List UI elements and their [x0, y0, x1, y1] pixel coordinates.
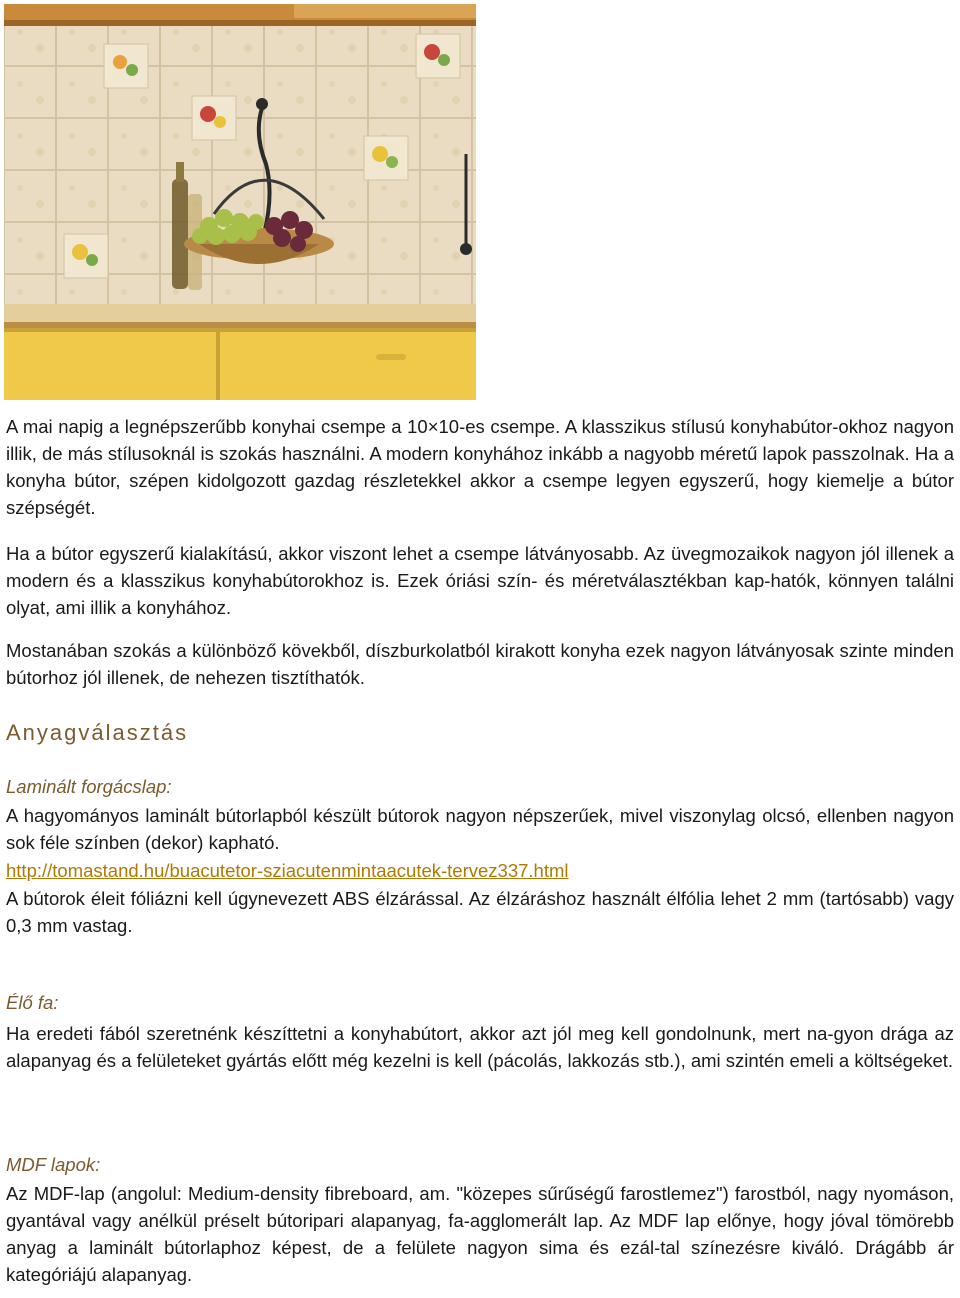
- laminated-title: Laminált forgácslap:: [6, 776, 172, 797]
- laminated-text: A hagyományos laminált bútorlapból készült bútorok nagyon népszerűek, mivel viszonylag olcsó, ellenben nagyon sok féle színben (dekor) kapható.: [6, 805, 954, 853]
- kitchen-illustration: [4, 4, 476, 400]
- laminated-link[interactable]: http://tomastand.hu/buacutetor-sziacutenmintaacutek-tervez337.html: [6, 860, 569, 881]
- paragraph-tiles: A mai napig a legnépszerűbb konyhai csempe a 10×10-es csempe. A klasszikus stílusú konyhabútor-okhoz nagyon illik, de más stílusoknál is szokás használni. A modern konyhához inkább a nagyobb méretű lapok passzolnak. Ha a konyha bútor, szépen kidolgozott gazdag részletekkel akkor a csempe legyen egyszerű, hogy kiemelje a bútor szépségét.: [6, 416, 954, 518]
- wood-text: Ha eredeti fából szeretnénk készíttetni a konyhabútort, akkor azt jól meg kell gondolnunk, mert na-gyon drága az alapanyag és a felületeket gyártás előtt még kezelni is kell (pácolás, lakkozás stb.), ami szintén emeli a költségeket.: [6, 1023, 954, 1071]
- paragraph-stone: Mostanában szokás a különböző kövekből, díszburkolatból kirakott konyha ezek nagyon látványosak szinte minden bútorhoz jól illenek, de nehezen tisztíthatók.: [6, 640, 954, 688]
- section-heading: Anyagválasztás: [6, 720, 189, 745]
- paragraph-mosaic: Ha a bútor egyszerű kialakítású, akkor viszont lehet a csempe látványosabb. Az üvegmozaikok nagyon jól illenek a modern és a klasszikus konyhabútorokhoz is. Ezek óriási szín- és méretválasztékban kap-hatók, könnyen találni olyat, ami illik a konyhához.: [6, 543, 954, 618]
- wood-title: Élő fa:: [6, 992, 59, 1013]
- decor-tile: [64, 234, 108, 278]
- laminated-text-2: A bútorok éleit fóliázni kell úgynevezett ABS élzárással. Az élzáráshoz használt élfólia lehet 2 mm (tartósabb) vagy 0,3 mm vastag.: [6, 888, 954, 936]
- kitchen-photo: [4, 4, 476, 400]
- mdf-text: Az MDF-lap (angolul: Medium-density fibreboard, am. "közepes sűrűségű farostlemez") farostból, nagy nyomáson, gyantával vagy anélkül préselt bútoripari alapanyag, fa-agglomerált lap. Az MDF lap előnye, hogy jóval tömörebb anyag a laminált bútorlaphoz képest, de a felülete nagyon sima és ezál-tal színezésre kiváló. Drágább ár kategóriájú alapanyag.: [6, 1183, 954, 1285]
- laminated-link-row: [6, 857, 954, 884]
- mdf-title: MDF lapok:: [6, 1154, 101, 1175]
